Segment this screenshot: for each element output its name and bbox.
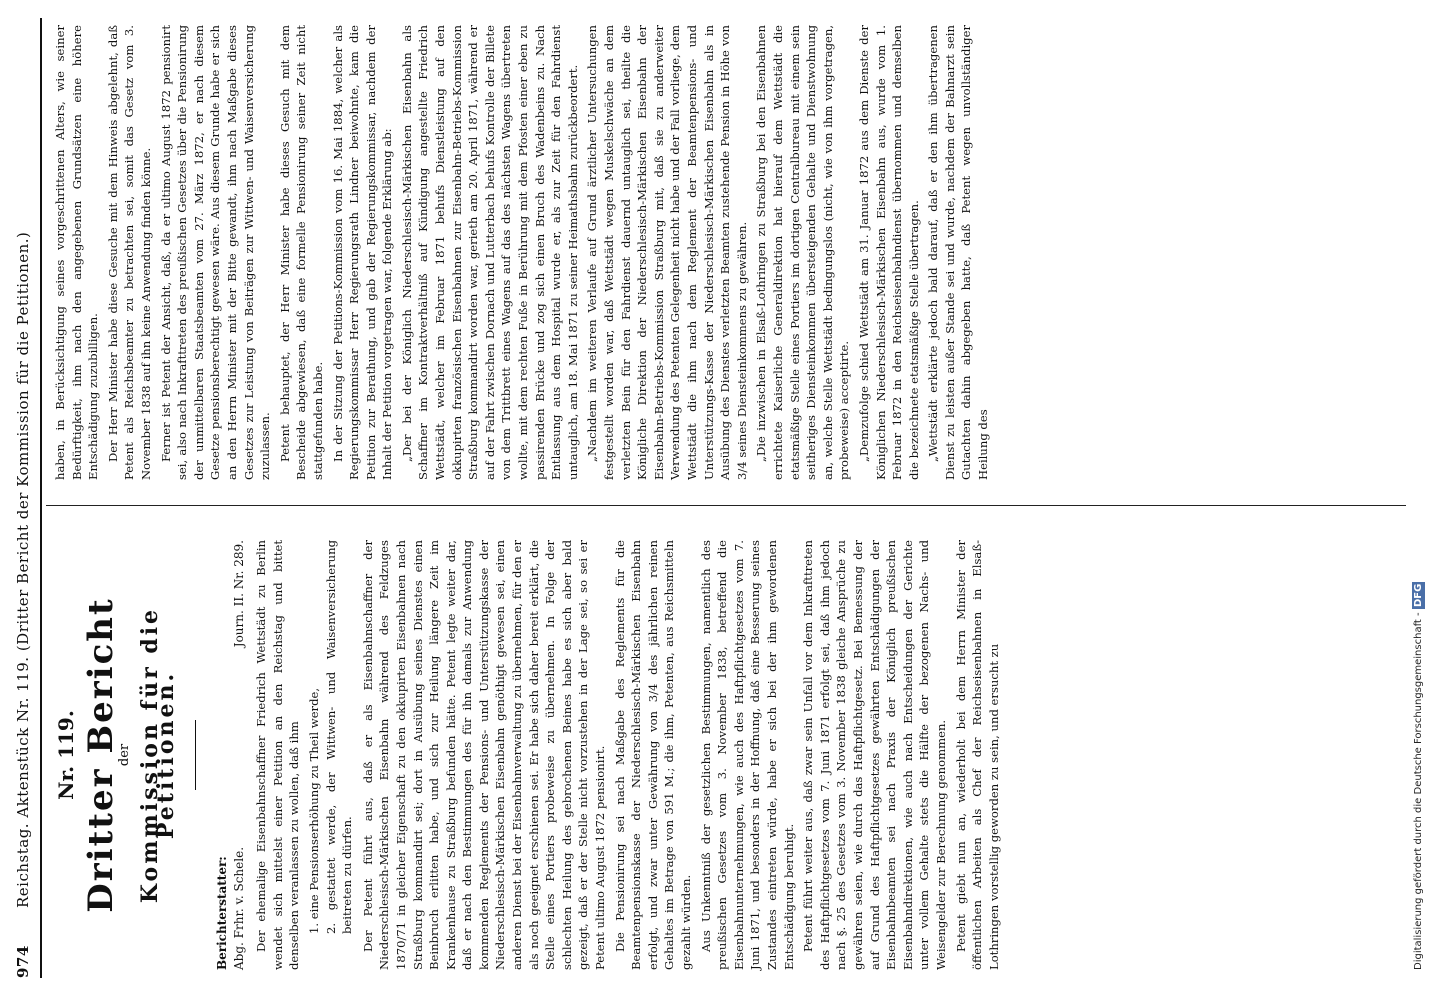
paragraph: Petent führt weiter aus, daß zwar sein Unfall vor dem Inkrafttreten des Haftpflichtgesetzes vom 7. Juni 1871 erfolgt sei, daß ihm jedoch nach §. 25 des Gesetzes vom 3. November 1838 gleiche Ansprüche zu gewähren seien, wie durch das Haftpflichtgesetz. Bei Bemessung der auf Grund des Haftpflichtgesetzes gewährten Entschädigungen der Eisenbahnbeamten sei nach Praxis der Königlich preußischen Eisenbahndirektionen, wie auch nach Entscheidungen der Gerichte unter vollem Gehalte stets die Hälfte der bezogenen Nachs- und Weisengelder zur Berechnung genommen. (801, 540, 948, 970)
paragraph: „Der bei der Königlich Niederschlesisch-Märkischen Eisenbahn als Schaffner im Kontraktverhältniß auf Kündigung angestellte Friedrich Wettstädt, welcher im Februar 1871 behufs Dienstleistung auf den okkupirten französischen Eisenbahnen zur Eisenbahn-Betriebs-Kommission Straßburg kommandirt worden war, gerieth am 20. April 1871, während er auf der Fahrt zwischen Dornach und Lutterbach behufs Kontrolle der Billete von dem Trittbrett eines Wagens auf das des nächsten Wagens übertreten wollte, mit dem rechten Fuße in Berührung mit dem Pfosten einer eben zu passirenden Brücke und zog sich einen Bruch des Wadenbeins zu. Nach Entlassung aus dem Hospital wurde er, als zur Zeit für den Fahrdienst untauglich, am 18. Mai 1871 zu seiner Heimathsbahn zurückbeordert. (399, 25, 580, 480)
list-item: 1. eine Pensionserhöhung zu Theil werde, (306, 687, 321, 934)
dfg-logo: DFG (1413, 583, 1424, 608)
paragraph: „Demzufolge schied Wettstädt am 31. Januar 1872 aus dem Dienste der Königlichen Niederschlesisch-Märkischen Eisenbahn aus, wurde vom 1. Februar 1872 in den Reichseisenbahndienst übernommen und demselben die bezeichnete etatsmäßige Stelle übertragen. (856, 25, 921, 480)
left-column (52, 540, 1005, 970)
header-rule (40, 18, 42, 978)
digitization-note (1413, 30, 1429, 970)
title-rule (195, 720, 196, 790)
paragraph: Der ehemalige Eisenbahnschaffner Friedrich Wettstädt zu Berlin wendet sich mittelst einer Petition an den Reichstag und bittet denselben veranlassen zu wollen, daß ihm (254, 540, 302, 970)
paragraph: „Nachdem im weiteren Verlaufe auf Grund ärztlicher Untersuchungen festgestellt worden war, daß Wettstädt wegen Muskelschwäche an dem verletzten Bein für den Fahrdienst dauernd untauglich sei, theilte die Königliche Direktion der Niederschlesisch-Märkischen Eisenbahn der Eisenbahn-Betriebs-Kommission Straßburg mit, daß sie zu anderweiter Verwendung des Petenten Gelegenheit nicht habe und der Fall vorliege, dem Wettstädt die ihm nach dem Reglement der Beamtenpensions- und Unterstützungs-Kasse der Niederschlesisch-Märkischen Eisenbahn als in Ausübung des Dienstes verletzten Beamten zustehende Pension in Höhe von 3/4 seines Diensteinkommens zu gewähren. (585, 25, 749, 480)
report-title-der: der (117, 743, 133, 767)
paragraph: „Wettstädt erklärte jedoch bald darauf, daß er den ihm übertragenen Dienst zu leisten außer Stande sei und wurde, nachdem der Bahnarzt sein Gutachten dahin abgegeben hatte, daß Petent wegen unvollständiger Heilung des (926, 25, 991, 480)
column-divider (46, 505, 1406, 506)
running-header (14, 18, 38, 978)
reporter-name: Abg. Frhr. v. Schele. (231, 846, 246, 970)
report-title: Dritter Bericht (80, 597, 121, 913)
reporter-label: Berichterstatter: (214, 856, 229, 970)
digitization-text: Digitalisierung gefördert durch die Deutsche Forschungsgemeinschaft - (1413, 612, 1424, 970)
running-title: Reichstag. Aktenstück Nr. 119. (Dritter Bericht der Kommission für die Petitionen.) (14, 231, 32, 908)
paragraph: Der Herr Minister habe diese Gesuche mit dem Hinweis abgelehnt, daß Petent als Reichsbeamter zu betrachten sei, somit das Gesetz vom 3. November 1838 auf ihn keine Anwendung finden könne. (105, 25, 153, 480)
document-number: Nr. 119. (54, 710, 78, 800)
page-number: 974 (14, 945, 32, 978)
paragraph: haben, in Berücksichtigung seines vorgeschrittenen Alters, wie seiner Bedürftigkeit, ihm nach den angegebenen Grundsätzen eine höhere Entschädigung zuzubilligen. (53, 25, 101, 480)
list-item: 2. gestattet werde, der Wittwen- und Waisenversicherung beitreten zu dürfen. (323, 540, 355, 934)
paragraph: Ferner ist Petent der Ansicht, daß, da er ultimo August 1872 pensionirt sei, also nach Inkrafttreten des preußischen Gesetzes über die Pensionirung der unmittelbaren Staatsbeamten vom 27. März 1872, er nach diesem Gesetze pensionsberechtigt gewesen wäre. Aus diesem Grunde habe er sich an den Herrn Minister mit der Bitte gewandt, ihm nach Maßgabe dieses Gesetzes zur Leistung von Beiträgen zur Wittwen- und Waisenversicherung zuzulassen. (158, 25, 273, 480)
journal-reference: Journ. II. Nr. 289. (231, 540, 246, 648)
reporter-block (214, 847, 247, 970)
report-subtitle: Kommission für die Petitionen. (136, 606, 180, 904)
paragraph: Petent giebt nun an, wiederholt bei dem Herrn Minister der öffentlichen Arbeiten als Chef der Reichseisenbahnen in Elsaß-Lothringen vorstellig geworden zu sein, und ersucht zu (953, 540, 1001, 970)
paragraph: Aus Unkenntniß der gesetzlichen Bestimmungen, namentlich des preußischen Gesetzes vom 3. November 1838, betreffend die Eisenbahnunternehmungen, wie auch des Haftpflichtgesetzes vom 7. Juni 1871, und besonders in der Hoffnung, daß eine Besserung seines Zustandes eintreten würde, habe er sich bei der ihm gewordenen Entschädigung beruhigt. (698, 540, 796, 970)
paragraph: Petent behauptet, der Herr Minister habe dieses Gesuch mit dem Bescheide abgewiesen, daß eine formelle Pensionirung seiner Zeit nicht stattgefunden habe. (277, 25, 325, 480)
paragraph: In der Sitzung der Petitions-Kommission vom 16. Mai 1884, welcher als Regierungskommissar Herr Regierungsrath Lindner beiwohnte, kam die Petition zur Berathung, und gab der Regierungskommissar, nachdem der Inhalt der Petition vorgetragen war, folgende Erklärung ab: (330, 25, 395, 480)
paragraph: Die Pensionirung sei nach Maßgabe des Reglements für die Beamtenpensionskasse der Niederschlesisch-Märkischen Eisenbahn erfolgt, und zwar unter Gewährung von 3/4 des jährlichen reinen Gehaltes im Betrage von 591 M.; die ihm, Petenten, aus Reichsmitteln gezahlt würden. (612, 540, 693, 970)
right-column (52, 25, 995, 480)
reporter-line (214, 540, 247, 970)
request-list (306, 540, 356, 934)
paragraph: „Die inzwischen in Elsaß-Lothringen zu Straßburg bei den Eisenbahnen errichtete Kaiserliche Generaldirektion hat hierauf dem Wettstädt die etatsmäßige Stelle eines Portiers im dortigen Centralbureau mit einem sein seitheriges Diensteinkommen übersteigenden Gehalte und Dienstwohnung an, welche Stelle Wettstädt bedingungslos (nicht, wie von ihm vorgetragen, probeweise) acceptirte. (754, 25, 852, 480)
paragraph: Der Petent führt aus, daß er als Eisenbahnschaffner der Niederschlesisch-Märkischen Eisenbahn während des Feldzuges 1870/71 in gleicher Eigenschaft zu den okkupirten Eisenbahnen nach Straßburg kommandirt sei; dort in Ausübung seines Dienstes einen Beinbruch erlitten habe, und sich zur Heilung längere Zeit im Krankenhause zu Straßburg befunden hätte. Petent legte weiter dar, daß er nach den Bestimmungen des für ihn damals zur Anwendung kommenden Reglements der Pensions- und Unterstützungskasse der Niederschlesisch-Märkischen Eisenbahn genöthigt gewesen sei, einen anderen Dienst bei der Eisenbahnverwaltung zu übernehmen, für den er als noch geeignet erschienen sei. Er habe sich daher bereit erklärt, die Stelle eines Portiers probeweise zu übernehmen. In Folge der schlechten Heilung des gebrochenen Beines habe es sich aber bald gezeigt, daß er der Stelle nicht vorzustehen in der Lage sei, so sei er Petent ultimo August 1872 pensionirt. (360, 540, 608, 970)
